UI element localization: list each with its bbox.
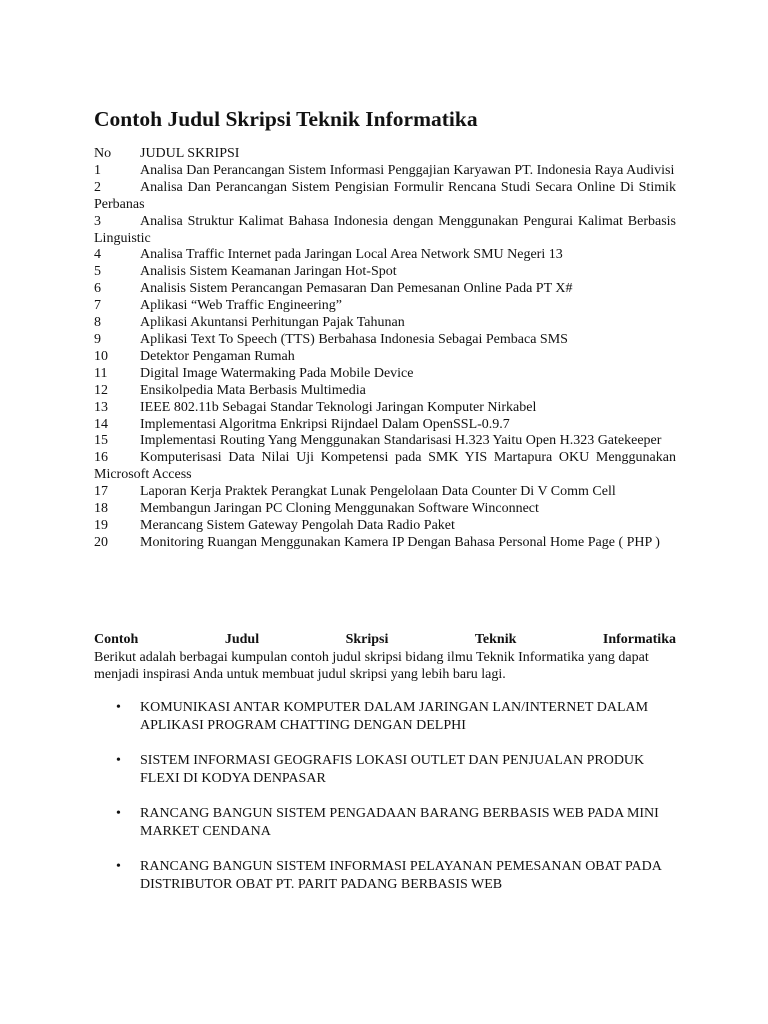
list-item xyxy=(94,400,676,417)
list-item xyxy=(94,349,676,366)
item-title: Implementasi Algoritma Enkripsi Rijndael Dalam OpenSSL-0.9.7 xyxy=(140,416,510,432)
item-number: 13 xyxy=(94,399,108,415)
list-item xyxy=(94,501,676,518)
item-number: 6 xyxy=(94,281,101,297)
header-title: JUDUL SKRIPSI xyxy=(140,146,240,161)
list-item xyxy=(94,298,676,315)
item-title: Analisa Dan Perancangan Sistem Pengisian Formulir Rencana Studi Secara Online Di Stimik Perbanas xyxy=(94,179,676,212)
item-title: Digital Image Watermaking Pada Mobile Device xyxy=(140,365,414,381)
item-number: 20 xyxy=(94,534,108,550)
list-item xyxy=(94,450,676,484)
item-title: Membangun Jaringan PC Cloning Menggunakan Software Winconnect xyxy=(140,501,539,517)
section-intro: Berikut adalah berbagai kumpulan contoh judul skripsi bidang ilmu Teknik Informatika yang dapat menjadi inspirasi Anda untuk membuat judul skripsi yang lebih baru lagi. xyxy=(94,650,649,682)
item-number: 11 xyxy=(94,365,108,381)
item-number: 9 xyxy=(94,331,101,347)
item-number: 7 xyxy=(94,298,101,314)
page-title: Contoh Judul Skripsi Teknik Informatika xyxy=(94,107,478,131)
item-title: Komputerisasi Data Nilai Uji Kompetensi pada SMK YIS Martapura OKU Menggunakan Microsoft Access xyxy=(94,450,676,483)
item-number: 18 xyxy=(94,501,108,517)
bullet-list xyxy=(94,699,676,911)
list-item xyxy=(94,484,676,501)
header-no: No xyxy=(94,146,112,161)
bullet-text: RANCANG BANGUN SISTEM PENGADAAN BARANG BERBASIS WEB PADA MINI MARKET CENDANA xyxy=(140,806,659,839)
list-item xyxy=(94,417,676,434)
list-item xyxy=(94,383,676,400)
item-title: Ensikolpedia Mata Berbasis Multimedia xyxy=(140,382,366,398)
item-number: 5 xyxy=(94,264,101,280)
list-item xyxy=(94,214,676,248)
list-item xyxy=(94,163,676,180)
list-item xyxy=(94,315,676,332)
list-item xyxy=(94,535,676,552)
item-title: Aplikasi Akuntansi Perhitungan Pajak Tahunan xyxy=(140,315,405,331)
item-number: 15 xyxy=(94,433,108,449)
item-title: Detektor Pengaman Rumah xyxy=(140,348,295,364)
item-number: 17 xyxy=(94,484,108,500)
item-title: Implementasi Routing Yang Menggunakan Standarisasi H.323 Yaitu Open H.323 Gatekeeper xyxy=(140,433,662,449)
section-heading xyxy=(94,631,676,648)
bullet-text: RANCANG BANGUN SISTEM INFORMASI PELAYANAN PEMESANAN OBAT PADA DISTRIBUTOR OBAT PT. PARIT PADANG BERBASIS WEB xyxy=(140,859,662,892)
bullet-dot-icon: • xyxy=(116,859,121,874)
list-item xyxy=(94,281,676,298)
item-number: 14 xyxy=(94,416,108,432)
item-number: 19 xyxy=(94,517,108,533)
bullet-text: SISTEM INFORMASI GEOGRAFIS LOKASI OUTLET DAN PENJUALAN PRODUK FLEXI DI KODYA DENPASAR xyxy=(140,753,645,786)
section-heading-word: Skripsi xyxy=(345,632,389,647)
item-title: Analisis Sistem Perancangan Pemasaran Dan Pemesanan Online Pada PT X# xyxy=(140,281,573,297)
list-header xyxy=(94,146,676,163)
item-number: 1 xyxy=(94,162,101,178)
item-number: 10 xyxy=(94,348,108,364)
bullet-dot-icon: • xyxy=(116,753,121,768)
bullet-item xyxy=(94,752,676,788)
list-item xyxy=(94,247,676,264)
section-heading-word: Contoh xyxy=(94,632,139,647)
item-title: Merancang Sistem Gateway Pengolah Data Radio Paket xyxy=(140,517,455,533)
item-title: Aplikasi “Web Traffic Engineering” xyxy=(140,298,342,314)
section-heading-word: Teknik xyxy=(474,632,517,647)
bullet-item xyxy=(94,699,676,735)
item-number: 4 xyxy=(94,247,101,263)
item-title: Analisa Dan Perancangan Sistem Informasi Penggajian Karyawan PT. Indonesia Raya Audivisi xyxy=(140,162,675,178)
bullet-dot-icon: • xyxy=(116,700,121,715)
section-heading-word: Informatika xyxy=(602,632,676,647)
item-title: Laporan Kerja Praktek Perangkat Lunak Pengelolaan Data Counter Di V Comm Cell xyxy=(140,484,616,500)
list-item xyxy=(94,366,676,383)
item-title: Analisa Traffic Internet pada Jaringan Local Area Network SMU Negeri 13 xyxy=(140,247,563,263)
item-title: IEEE 802.11b Sebagai Standar Teknologi Jaringan Komputer Nirkabel xyxy=(140,399,537,415)
list-item xyxy=(94,433,676,450)
item-number: 8 xyxy=(94,315,101,331)
list-item xyxy=(94,180,676,214)
bullet-item xyxy=(94,805,676,841)
bullet-item xyxy=(94,858,676,894)
item-title: Monitoring Ruangan Menggunakan Kamera IP Dengan Bahasa Personal Home Page ( PHP ) xyxy=(140,534,660,550)
item-title: Analisis Sistem Keamanan Jaringan Hot-Spot xyxy=(140,264,397,280)
thesis-title-list xyxy=(94,146,676,552)
section-heading-word: Judul xyxy=(224,632,260,647)
list-item xyxy=(94,264,676,281)
list-item xyxy=(94,332,676,349)
bullet-dot-icon: • xyxy=(116,806,121,821)
item-number: 2 xyxy=(94,179,101,195)
item-number: 16 xyxy=(94,450,108,466)
bullet-text: KOMUNIKASI ANTAR KOMPUTER DALAM JARINGAN LAN/INTERNET DALAM APLIKASI PROGRAM CHATTING DENGAN DELPHI xyxy=(140,700,649,733)
item-title: Aplikasi Text To Speech (TTS) Berbahasa Indonesia Sebagai Pembaca SMS xyxy=(140,331,568,347)
item-title: Analisa Struktur Kalimat Bahasa Indonesia dengan Menggunakan Pengurai Kalimat Berbasis Linguistic xyxy=(94,213,676,246)
item-number: 3 xyxy=(94,213,101,229)
item-number: 12 xyxy=(94,382,108,398)
list-item xyxy=(94,518,676,535)
